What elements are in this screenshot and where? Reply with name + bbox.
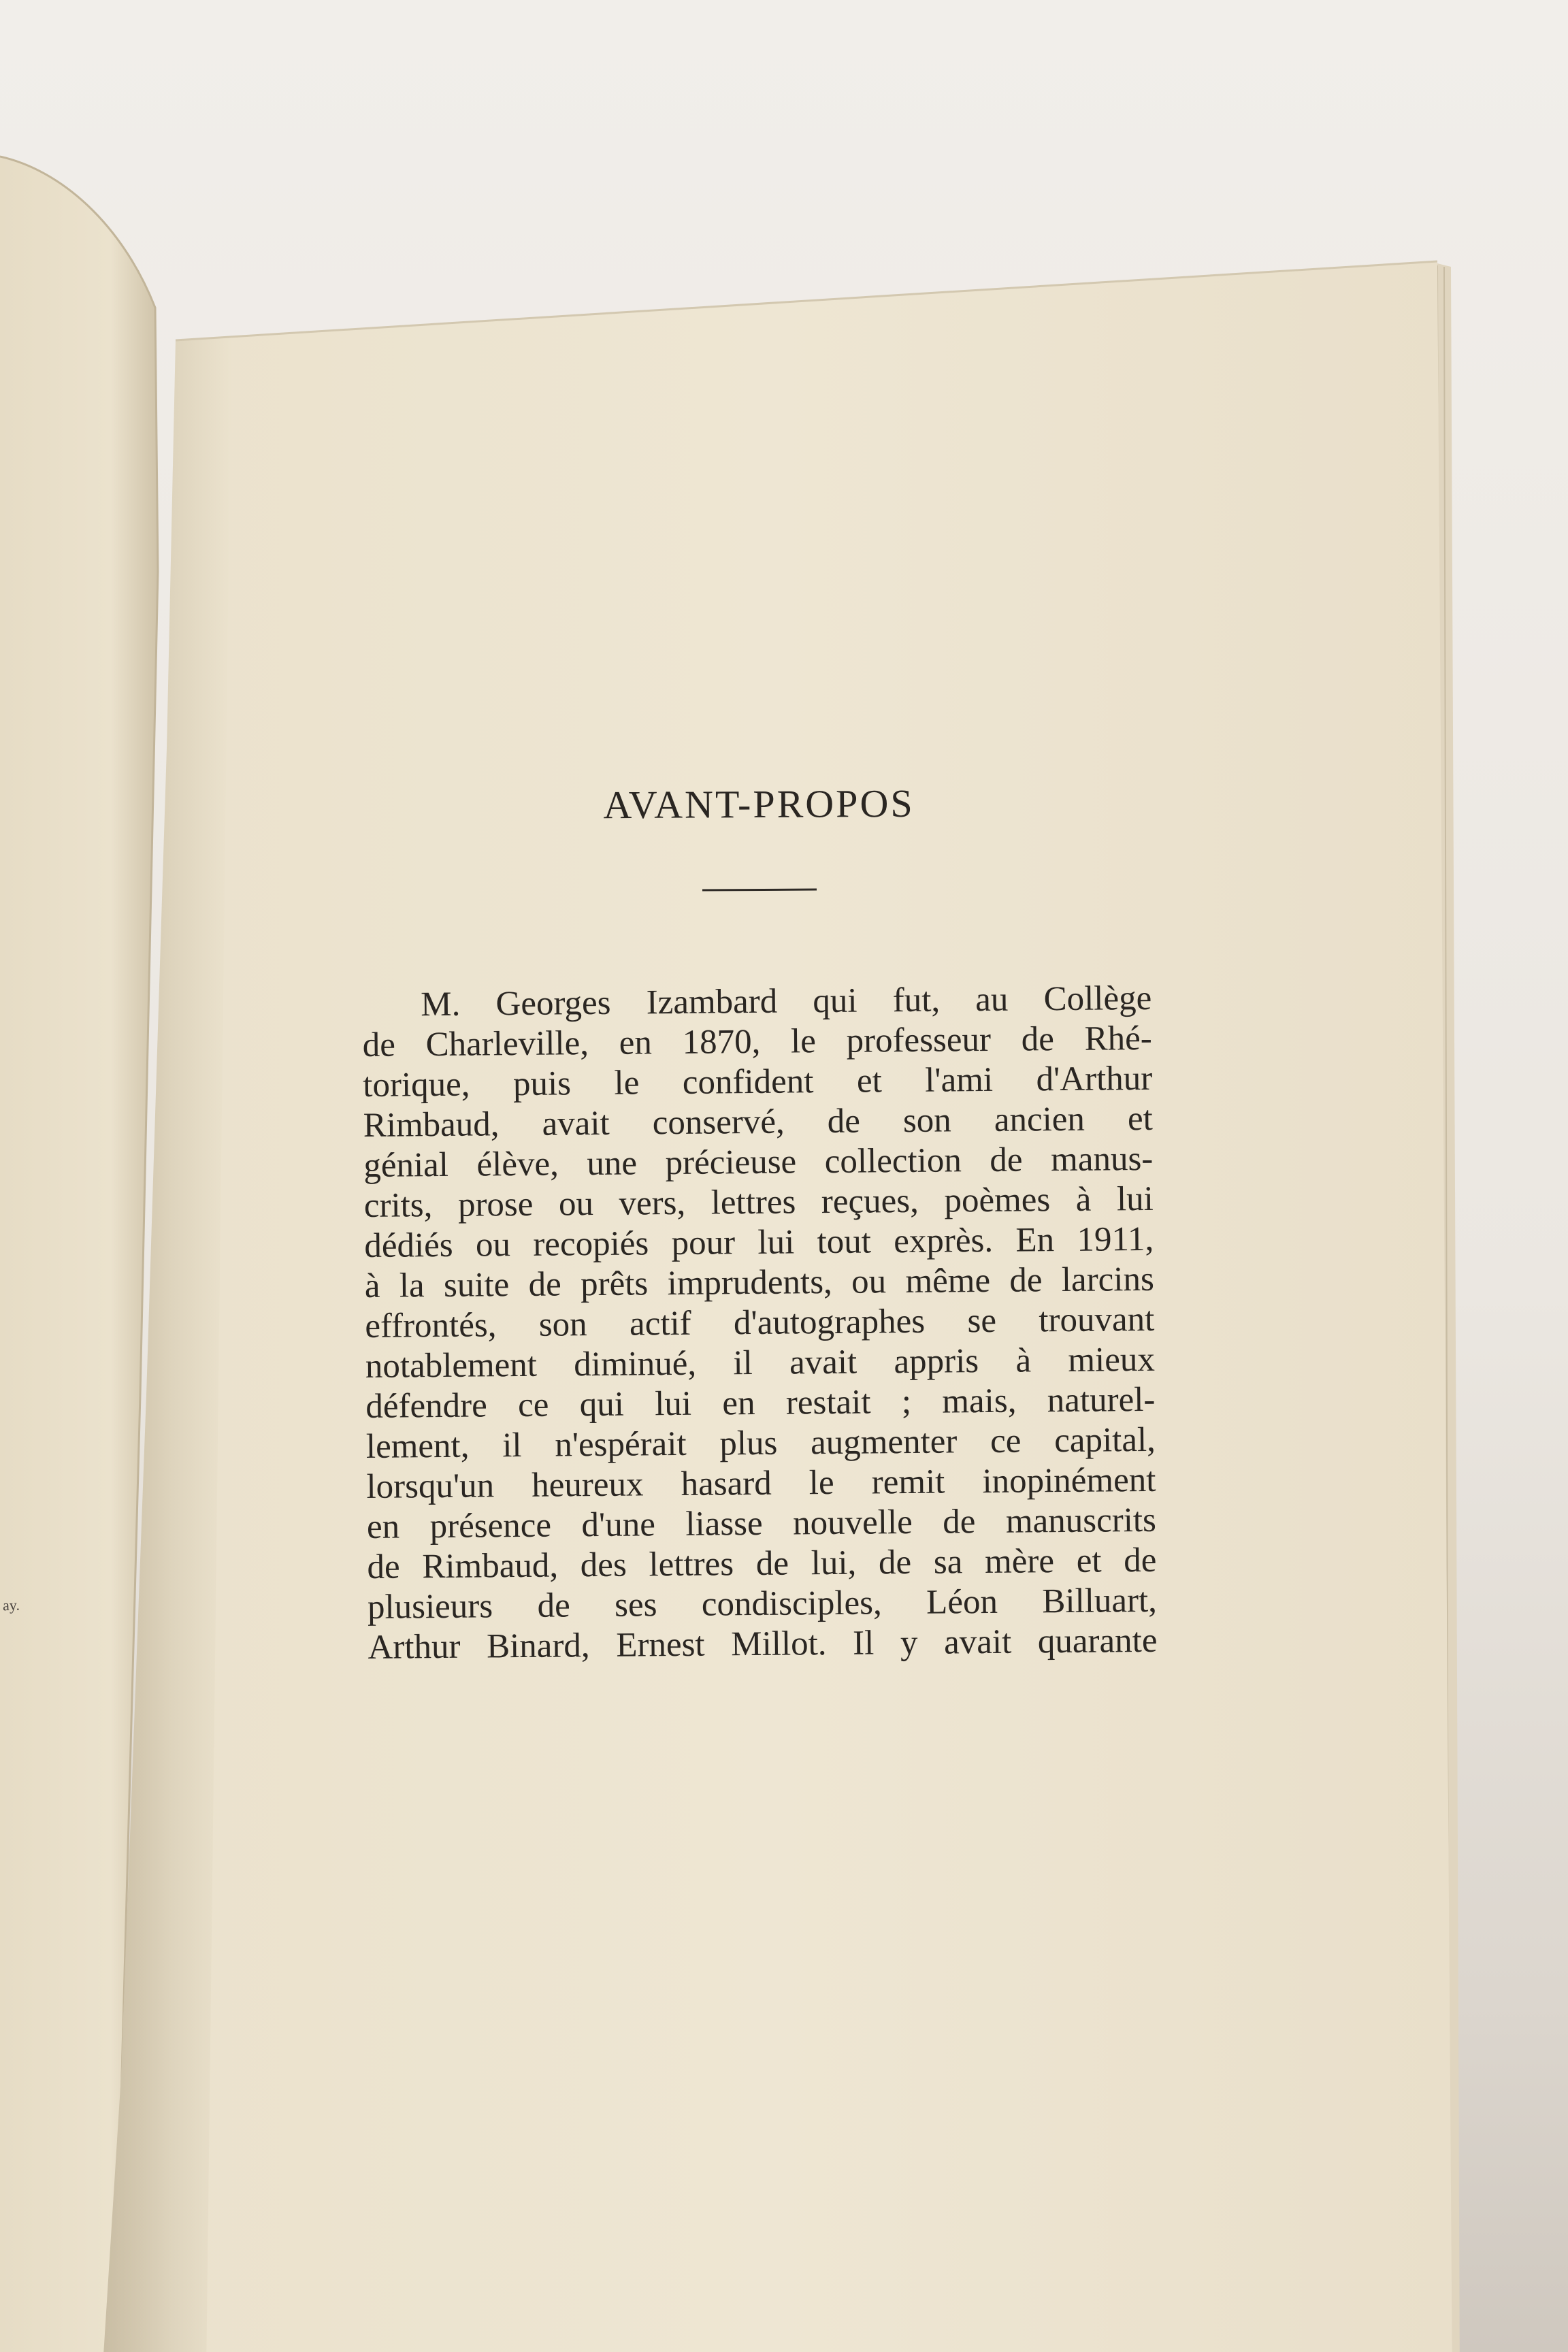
text-line: Arthur Binard, Ernest Millot. Il y avait quarante	[368, 1621, 1158, 1667]
text-line: lorsqu'un heureux hasard le remit inopinément	[366, 1460, 1156, 1506]
facing-page-margin-text: ay.	[2, 1596, 20, 1614]
text-line: lement, il n'espérait plus augmenter ce capital,	[365, 1420, 1156, 1466]
text-line: plusieurs de ses condisciples, Léon Billuart,	[367, 1581, 1158, 1627]
text-line: Rimbaud, avait conservé, de son ancien et	[363, 1099, 1153, 1145]
text-line: notablement diminué, il avait appris à mieux	[365, 1340, 1156, 1386]
text-line: de Rimbaud, des lettres de lui, de sa mère et de	[367, 1541, 1157, 1586]
text-line: torique, puis le confident et l'ami d'Arthur	[363, 1059, 1153, 1105]
text-line: de Charleville, en 1870, le professeur de Rhé-	[362, 1019, 1152, 1064]
text-line: en présence d'une liasse nouvelle de manuscrits	[366, 1501, 1157, 1546]
text-line: crits, prose ou vers, lettres reçues, poèmes à lui	[363, 1179, 1154, 1225]
text-line: à la suite de prêts imprudents, ou même de larcins	[364, 1260, 1155, 1305]
text-line: effrontés, son actif d'autographes se trouvant	[365, 1300, 1155, 1345]
text-line: dédiés ou recopiés pour lui tout exprès. En 1911,	[364, 1220, 1154, 1265]
chapter-heading: AVANT-PROPOS	[603, 781, 915, 828]
body-paragraph	[362, 979, 1158, 1668]
text-line: génial élève, une précieuse collection de manus-	[363, 1139, 1154, 1185]
text-line: défendre ce qui lui en restait ; mais, naturel-	[365, 1380, 1156, 1426]
text-line: M. Georges Izambard qui fut, au Collège	[421, 979, 1152, 1024]
